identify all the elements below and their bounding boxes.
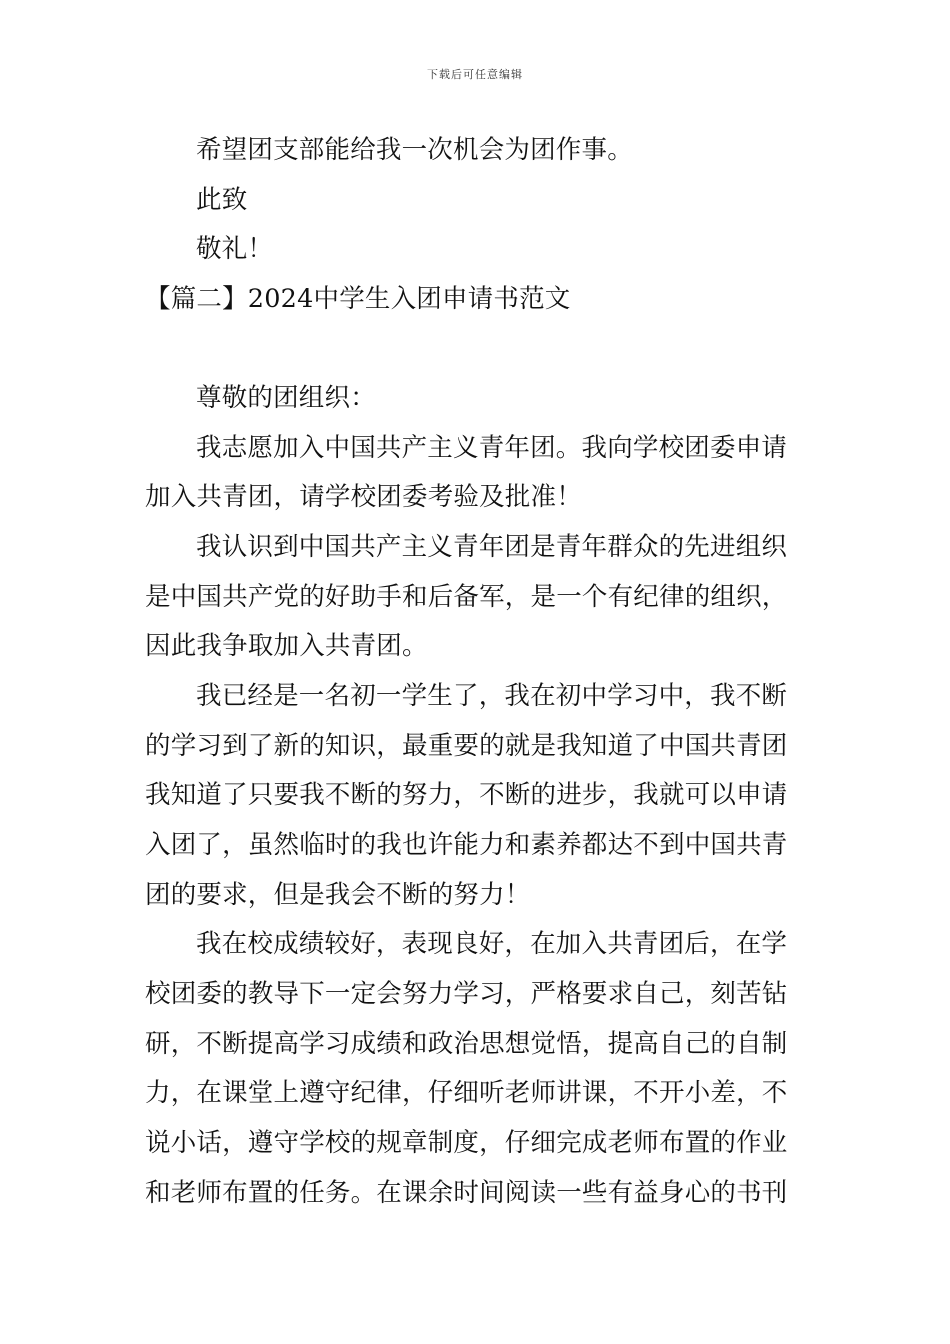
body-line: 因此我争取加入共青团。	[145, 631, 428, 661]
section-heading: 【篇二】2024中学生入团申请书范文	[145, 284, 571, 314]
body-line: 我在校成绩较好，表现良好，在加入共青团后，在学	[196, 929, 788, 959]
body-line: 我认识到中国共产主义青年团是青年群众的先进组织	[196, 532, 788, 562]
body-line: 校团委的教导下一定会努力学习，严格要求自己，刻苦钻	[145, 979, 788, 1009]
body-line: 我志愿加入中国共产主义青年团。我向学校团委申请	[196, 433, 788, 463]
body-line: 研，不断提高学习成绩和政治思想觉悟，提高自己的自制	[145, 1029, 788, 1059]
body-line: 力，在课堂上遵守纪律，仔细听老师讲课，不开小差，不	[145, 1078, 788, 1108]
body-line: 是中国共产党的好助手和后备军，是一个有纪律的组织，	[145, 582, 788, 612]
page-header-note: 下载后可任意编辑	[427, 68, 523, 81]
body-line: 我已经是一名初一学生了，我在初中学习中，我不断	[196, 681, 788, 711]
body-line: 和老师布置的任务。在课余时间阅读一些有益身心的书刊	[145, 1178, 788, 1208]
letter-greeting: 尊敬的团组织：	[196, 383, 376, 413]
body-line: 我知道了只要我不断的努力，不断的进步，我就可以申请	[145, 780, 788, 810]
body-line: 入团了，虽然临时的我也许能力和素养都达不到中国共青	[145, 830, 788, 860]
body-line: 说小话，遵守学校的规章制度，仔细完成老师布置的作业	[145, 1128, 788, 1158]
body-line: 团的要求，但是我会不断的努力！	[145, 880, 531, 910]
salutation-cizhi: 此致	[196, 185, 248, 215]
body-line: 加入共青团，请学校团委考验及批准！	[145, 482, 582, 512]
salutation-jingli: 敬礼！	[196, 234, 274, 264]
closing-paragraph: 希望团支部能给我一次机会为团作事。	[196, 135, 633, 165]
body-line: 的学习到了新的知识，最重要的就是我知道了中国共青团	[145, 731, 788, 761]
